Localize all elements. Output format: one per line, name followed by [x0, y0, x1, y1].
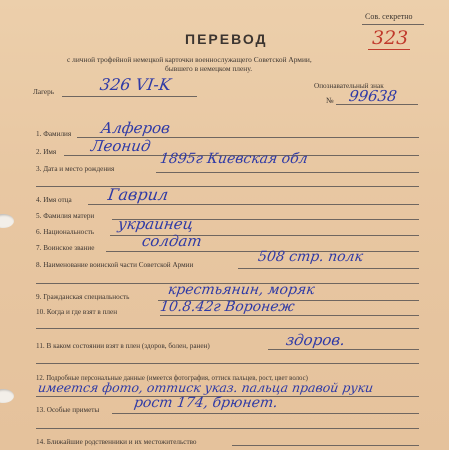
camp-value: 326 VI-K: [98, 75, 173, 94]
blank-line-3: [36, 328, 419, 329]
birth-label: 3. Дата и место рождения: [36, 165, 115, 173]
military-unit-value: 508 стр. полк: [256, 249, 364, 265]
civil-profession-label: 9. Гражданская специальность: [36, 293, 130, 301]
id-mark-value: 99638: [347, 87, 399, 105]
id-mark-label: Опознавательный знак: [314, 82, 384, 90]
archive-number: 323: [372, 27, 409, 49]
nationality-value: украинец: [116, 215, 195, 233]
rank-label: 7. Воинское звание: [36, 244, 95, 252]
page-subtitle-line2: бывшего в немецком плену.: [165, 64, 253, 73]
condition-label: 11. В каком состоянии взят в плен (здоров, болен, ранен): [36, 342, 210, 350]
capture-value: 10.8.42г Воронеж: [158, 299, 296, 315]
secret-stamp-underline: [362, 24, 424, 25]
special-marks-value: рост 174, брюнет.: [132, 395, 279, 411]
punch-hole-top: [0, 214, 14, 228]
special-marks-line: [112, 413, 419, 414]
page-title: ПЕРЕВОД: [185, 31, 268, 47]
special-marks-label: 13. Особые приметы: [36, 406, 100, 414]
blank-line-1: [36, 186, 419, 187]
personal-data-label: 12. Подробные персональные данные (имеется фотография, оттиск пальцев, рост, цвет волос): [36, 375, 308, 382]
condition-line: [268, 349, 419, 350]
mother-surname-label: 5. Фамилия матери: [36, 212, 95, 220]
surname-label: 1. Фамилия: [36, 130, 72, 138]
capture-line: [160, 315, 419, 316]
military-unit-label: 8. Наименование воинской части Советской Армии: [36, 261, 194, 269]
secret-stamp: Сов. секретно: [365, 12, 413, 21]
personal-data-value: имеется фото, оттиск указ. пальца правой руки: [37, 380, 375, 395]
id-mark-prefix: №: [326, 96, 334, 105]
relatives-label: 14. Ближайшие родственники и их местожительство: [36, 438, 197, 446]
nationality-label: 6. Национальность: [36, 228, 95, 236]
blank-line-4: [36, 363, 419, 364]
capture-label: 10. Когда и где взят в плен: [36, 308, 118, 316]
birth-line: [156, 172, 419, 173]
camp-line: [62, 96, 197, 97]
father-name-value: Гаврил: [106, 185, 170, 204]
archive-number-underline: [368, 49, 410, 50]
surname-value: Алферов: [99, 119, 172, 137]
father-name-label: 4. Имя отца: [36, 196, 72, 204]
rank-value: солдат: [140, 232, 203, 250]
punch-hole-bottom: [0, 389, 14, 403]
relatives-line: [232, 445, 419, 446]
camp-label: Лагерь: [33, 88, 54, 96]
birth-value: 1895г Киевская обл: [158, 151, 309, 167]
page-subtitle-line1: с личной трофейной немецкой карточки военнослужащего Советской Армии,: [67, 55, 312, 64]
blank-line-5: [36, 428, 419, 429]
first-name-value: Леонид: [89, 137, 152, 155]
civil-profession-value: крестьянин, моряк: [166, 282, 316, 298]
military-unit-line: [238, 268, 419, 269]
father-name-line: [88, 204, 419, 205]
condition-value: здоров.: [284, 331, 347, 349]
first-name-label: 2. Имя: [36, 148, 57, 156]
